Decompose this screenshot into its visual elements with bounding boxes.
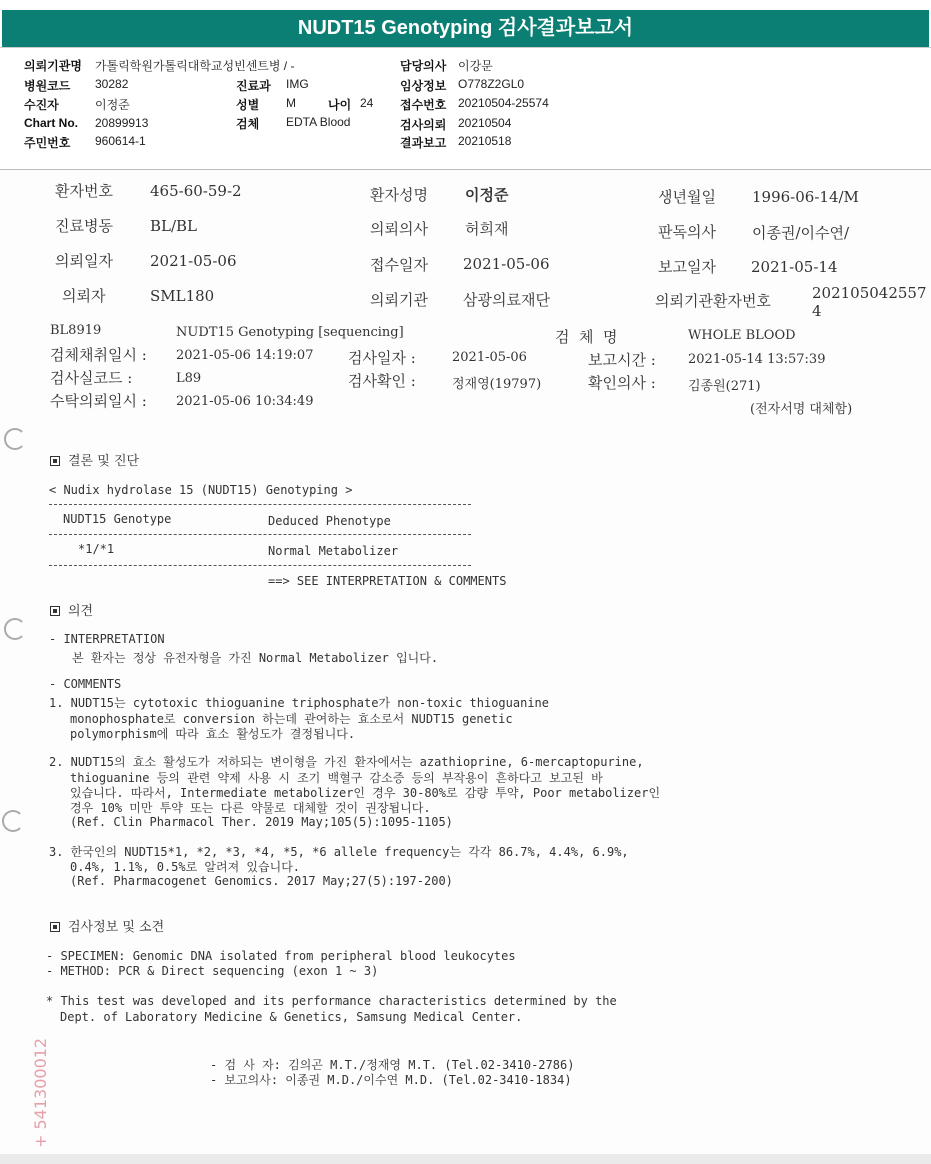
tester-signature: - 검 사 자: 김의곤 M.T./정재영 M.T. (Tel.02-3410-2786): [210, 1058, 575, 1072]
reporter-signature: - 보고의사: 이종권 M.D./이수연 M.D. (Tel.02-3410-1834): [210, 1073, 572, 1087]
patient-name-label: 환자성명: [370, 186, 428, 204]
hospital-code-label: 병원코드: [24, 79, 71, 93]
section-square-icon: [50, 606, 60, 616]
doctor-value: 이강문: [458, 59, 493, 73]
see-interpretation-note: ==> SEE INTERPRETATION & COMMENTS: [268, 574, 507, 588]
clinical-info-value: O778Z2GL0: [458, 77, 525, 91]
requesting-institution-label: 의뢰기관명: [24, 59, 82, 73]
test-date-label: 검사일자 :: [348, 349, 416, 367]
test-date-value: 2021-05-06: [452, 350, 527, 365]
comment-1-line-3: polymorphism에 따라 효소 활성도가 결정됩니다.: [70, 727, 356, 741]
report-date-label: 보고일자: [658, 258, 716, 276]
side-stamp: [20, 1010, 60, 1150]
report-date-value: 2021-05-14: [751, 258, 838, 276]
patient-no-value: 465-60-59-2: [150, 182, 242, 200]
birth-label: 생년월일: [658, 188, 716, 206]
table-divider: [49, 534, 471, 535]
examinee-label: 수진자: [24, 98, 59, 112]
report-time-value: 2021-05-14 13:57:39: [688, 352, 826, 367]
age-value: 24: [360, 96, 374, 110]
comment-1-line-1: 1. NUDT15는 cytotoxic thioguanine triphosphate가 non-toxic thioguanine: [49, 696, 550, 710]
comments-title: - COMMENTS: [49, 677, 122, 691]
org-patient-no-value-2: 4: [812, 302, 822, 320]
department-value: IMG: [286, 77, 309, 91]
test-confirm-label: 검사확인 :: [348, 372, 416, 390]
request-info-panel: [0, 48, 931, 170]
test-info-heading-text: 검사정보 및 소견: [68, 920, 165, 935]
request-org-label: 의뢰기관: [370, 291, 428, 309]
birth-value: 1996-06-14/M: [752, 188, 859, 206]
genotype-column-header: NUDT15 Genotype: [63, 512, 172, 526]
conclusion-heading: [50, 450, 139, 469]
result-report-label: 결과보고: [400, 136, 447, 150]
section-square-icon: [50, 922, 60, 932]
chart-no-value: 20899913: [95, 116, 149, 130]
org-patient-no-label: 의뢰기관환자번호: [655, 292, 771, 310]
comment-2-line-3: 있습니다. 따라서, Intermediate metabolizer인 경우 30-80%로 감량 투약, Poor metabolizer인: [70, 786, 661, 800]
receipt-no-value: 20210504-25574: [458, 96, 549, 110]
hospital-code-value: 30282: [95, 77, 129, 91]
lab-code-value: L89: [176, 371, 202, 386]
request-date-value: 2021-05-06: [150, 252, 237, 270]
opinion-heading: [50, 600, 93, 619]
phenotype-column-header: Deduced Phenotype: [268, 514, 391, 528]
comment-1-line-2: monophosphate로 conversion 하는데 관여하는 효소로서 NUDT15 genetic: [70, 712, 513, 726]
test-info-heading: [50, 916, 164, 935]
test-code: BL8919: [50, 323, 102, 338]
requester-label: 의뢰자: [62, 287, 106, 305]
comment-2-line-1: 2. NUDT15의 효소 활성도가 저하되는 변이형을 가진 환자에서는 azathioprine, 6-mercaptopurine,: [49, 755, 644, 769]
patient-no-label: 환자번호: [55, 182, 113, 200]
department-label: 진료과: [236, 79, 271, 93]
requester-value: SML180: [150, 287, 215, 305]
requesting-institution-value: 가톨릭학원가톨릭대학교성빈센트병 / -: [95, 59, 295, 73]
side-stamp-text: + 541300012: [31, 1037, 50, 1148]
punch-hole-mark: [4, 428, 26, 450]
referring-doctor-value: 허희재: [465, 220, 509, 238]
chart-no-label: Chart No.: [24, 116, 78, 130]
specimen-name-value: WHOLE BLOOD: [688, 328, 796, 343]
bottom-edge: [0, 1154, 931, 1164]
conclusion-heading-text: 결론 및 진단: [68, 454, 140, 469]
table-divider: [49, 504, 471, 505]
report-title: NUDT15 Genotyping 검사결과보고서: [2, 10, 929, 47]
comment-2-line-4: 경우 10% 미만 투약 또는 다른 약물로 대체할 것이 권장됩니다.: [70, 801, 431, 815]
reading-doctor-label: 판독의사: [658, 223, 716, 241]
sex-label: 성별: [236, 98, 260, 112]
collect-value: 2021-05-06 14:19:07: [176, 348, 314, 363]
specimen-label: 검체: [236, 117, 260, 131]
e-signature-note: (전자서명 대체함): [750, 402, 853, 417]
comment-2-ref: (Ref. Clin Pharmacol Ther. 2019 May;105(5):1095-1105): [70, 815, 453, 829]
punch-hole-mark: [2, 810, 24, 832]
consign-value: 2021-05-06 10:34:49: [176, 394, 314, 409]
request-date-label: 의뢰일자: [55, 252, 113, 270]
result-report-value: 20210518: [458, 134, 512, 148]
doctor-label: 담당의사: [400, 59, 447, 73]
sex-value: M: [286, 96, 296, 110]
request-org-value: 삼광의료재단: [463, 291, 550, 309]
receipt-date-value: 2021-05-06: [463, 255, 550, 273]
table-divider: [49, 565, 471, 566]
opinion-heading-text: 의견: [68, 604, 94, 619]
referring-doctor-label: 의뢰의사: [370, 220, 428, 238]
punch-hole-mark: [4, 618, 26, 640]
receipt-date-label: 접수일자: [370, 256, 428, 274]
collect-label: 검체채취일시 :: [50, 346, 147, 364]
comment-3-line-2: 0.4%, 1.1%, 0.5%로 알려져 있습니다.: [70, 860, 301, 874]
org-patient-no-value-1: 202105042557: [812, 284, 927, 302]
ward-label: 진료병동: [55, 217, 113, 235]
test-confirm-value: 정재영(19797): [452, 377, 542, 392]
confirm-doctor-value: 김종원(271): [688, 379, 761, 394]
comment-3-ref: (Ref. Pharmacogenet Genomics. 2017 May;27(5):197-200): [70, 874, 453, 888]
report-time-label: 보고시간 :: [588, 351, 656, 369]
resident-no-value: 960614-1: [95, 134, 146, 148]
comment-2-line-2: thioguanine 등의 관련 약제 사용 시 조기 백혈구 감소증 등의 부작용이 흔하다고 보고된 바: [70, 771, 603, 785]
comment-3-line-1: 3. 한국인의 NUDT15*1, *2, *3, *4, *5, *6 allele frequency는 각각 86.7%, 4.4%, 6.9%,: [49, 845, 629, 859]
examinee-value: 이정준: [95, 98, 130, 112]
patient-name-value: 이정준: [465, 186, 509, 204]
clinical-info-label: 임상정보: [400, 79, 447, 93]
confirm-doctor-label: 확인의사 :: [588, 374, 656, 392]
age-label: 나이: [328, 98, 352, 112]
test-request-value: 20210504: [458, 116, 512, 130]
test-name: NUDT15 Genotyping [sequencing]: [176, 325, 404, 340]
consign-label: 수탁의뢰일시 :: [50, 392, 147, 410]
genotype-value: *1/*1: [78, 542, 115, 556]
lab-code-label: 검사실코드 :: [50, 369, 133, 387]
phenotype-value: Normal Metabolizer: [268, 544, 399, 558]
resident-no-label: 주민번호: [24, 136, 71, 150]
receipt-no-label: 접수번호: [400, 98, 447, 112]
ward-value: BL/BL: [150, 217, 198, 235]
disclaimer-line-1: * This test was developed and its performance characteristics determined by the: [46, 994, 617, 1008]
disclaimer-line-2: Dept. of Laboratory Medicine & Genetics, Samsung Medical Center.: [60, 1010, 523, 1024]
report-header: [0, 0, 931, 48]
test-request-label: 검사의뢰: [400, 118, 447, 132]
reading-doctor-value: 이종권/이수연/: [752, 224, 850, 242]
interpretation-text: 본 환자는 정상 유전자형을 가진 Normal Metabolizer 입니다.: [72, 651, 439, 665]
section-square-icon: [50, 456, 60, 466]
scanned-report: [0, 170, 931, 1164]
method-info: - METHOD: PCR & Direct sequencing (exon 1 ~ 3): [46, 964, 379, 978]
specimen-info: - SPECIMEN: Genomic DNA isolated from peripheral blood leukocytes: [46, 949, 516, 963]
interpretation-title: - INTERPRETATION: [49, 632, 165, 646]
conclusion-subtitle: < Nudix hydrolase 15 (NUDT15) Genotyping >: [49, 483, 353, 497]
specimen-name-label: 검 체 명: [555, 328, 618, 346]
specimen-value: EDTA Blood: [286, 115, 351, 129]
